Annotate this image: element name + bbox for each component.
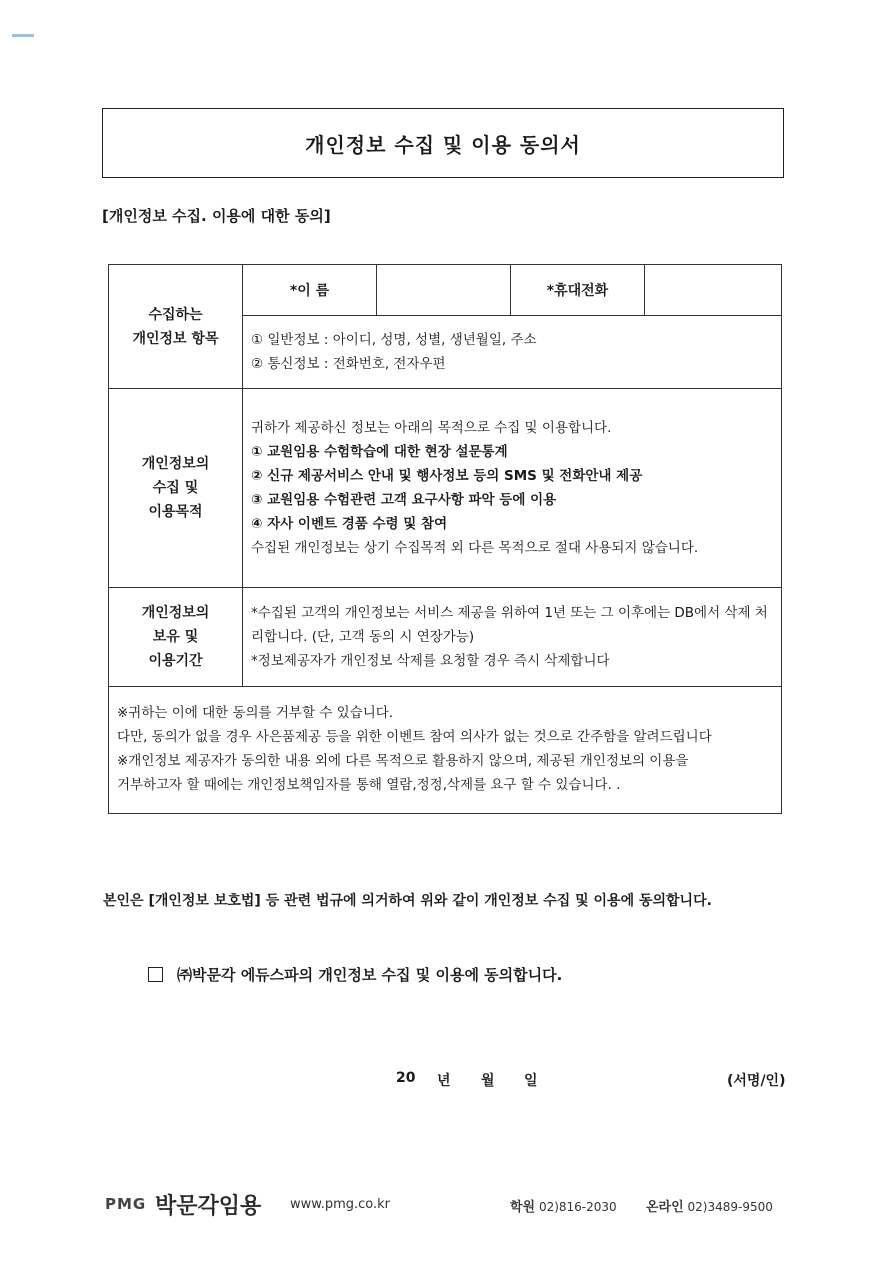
list-item: *수집된 고객의 개인정보는 서비스 제공을 위하여 1년 또는 그 이후에는 DB에서 삭제 처리합니다. (단, 고객 동의 시 연장가능) [251, 605, 768, 645]
retention-label: 개인정보의 보유 및 이용기간 [109, 588, 243, 687]
footer-url: www.pmg.co.kr [290, 1197, 391, 1212]
agreement-statement: 본인은 [개인정보 보호법] 등 관련 법규에 의거하여 위와 같이 개인정보 수집 및 이용에 동의합니다. [103, 893, 712, 909]
table-row [109, 265, 782, 316]
section-heading: [개인정보 수집. 이용에 대한 동의] [102, 207, 331, 225]
list-item: *정보제공자가 개인정보 삭제를 요청할 경우 즉시 삭제합니다 [251, 653, 610, 669]
note-line: 다만, 동의가 없을 경우 사은품제공 등을 위한 이벤트 참여 의사가 없는 것으로 간주함을 알려드립니다 [117, 729, 712, 745]
phone-field[interactable] [645, 265, 782, 316]
academy-label: 학원 [510, 1200, 536, 1215]
document-title: 개인정보 수집 및 이용 동의서 [102, 108, 784, 178]
table-row [109, 389, 782, 588]
online-phone: 02)3489-9500 [687, 1200, 773, 1214]
brand-logo-text: 박문각임용 [155, 1194, 262, 1219]
list-item: ③ 교원임용 수험관련 고객 요구사항 파악 등에 이용 [251, 492, 557, 508]
purpose-intro: 귀하가 제공하신 정보는 아래의 목적으로 수집 및 이용합니다. [251, 420, 612, 436]
list-item: ① 일반정보 : 아이디, 성명, 성별, 생년월일, 주소 [251, 332, 537, 348]
table-row [109, 687, 782, 814]
name-label: *이 름 [243, 265, 377, 316]
list-item: ② 통신정보 : 전화번호, 전자우편 [251, 356, 446, 372]
consent-checkbox-label: ㈜박문각 에듀스파의 개인정보 수집 및 이용에 동의합니다. [177, 966, 563, 984]
note-line: 거부하고자 할 때에는 개인정보책임자를 통해 열람,정정,삭제를 요구 할 수 있습니다. . [117, 777, 621, 793]
list-item: ① 교원임용 수험학습에 대한 현장 설문통계 [251, 444, 508, 460]
note-line: ※귀하는 이에 대한 동의를 거부할 수 있습니다. [117, 705, 394, 721]
date-year-prefix: 20 [396, 1070, 416, 1086]
consent-table [108, 264, 782, 814]
date-day-label: 일 [524, 1073, 538, 1089]
name-field[interactable] [377, 265, 511, 316]
purpose-content [243, 389, 782, 588]
consent-notes [109, 687, 782, 814]
online-contact [646, 1196, 773, 1215]
list-item: ② 신규 제공서비스 안내 및 행사정보 등의 SMS 및 전화안내 제공 [251, 468, 643, 484]
consent-checkbox-row[interactable] [148, 964, 562, 985]
purpose-closing: 수집된 개인정보는 상기 수집목적 외 다른 목적으로 절대 사용되지 않습니다. [251, 540, 699, 556]
list-item: ④ 자사 이벤트 경품 수령 및 참여 [251, 516, 448, 532]
retention-content [243, 588, 782, 687]
date-month-label: 월 [481, 1073, 495, 1089]
purpose-label: 개인정보의 수집 및 이용목적 [109, 389, 243, 588]
pmg-logo-icon: PMG [105, 1195, 147, 1213]
scan-artifact [12, 34, 34, 37]
academy-phone: 02)816-2030 [538, 1200, 617, 1214]
date-year-label: 년 [437, 1073, 451, 1089]
academy-contact [510, 1196, 617, 1215]
signature-label: (서명/인) [727, 1073, 786, 1089]
phone-label: *휴대전화 [511, 265, 645, 316]
note-line: ※개인정보 제공자가 동의한 내용 외에 다른 목적으로 활용하지 않으며, 제공된 개인정보의 이용을 [117, 753, 689, 769]
online-label: 온라인 [646, 1200, 684, 1215]
collected-items-label: 수집하는 개인정보 항목 [109, 265, 243, 389]
table-row [109, 588, 782, 687]
collected-items-list [243, 316, 782, 389]
consent-checkbox[interactable] [148, 967, 163, 982]
